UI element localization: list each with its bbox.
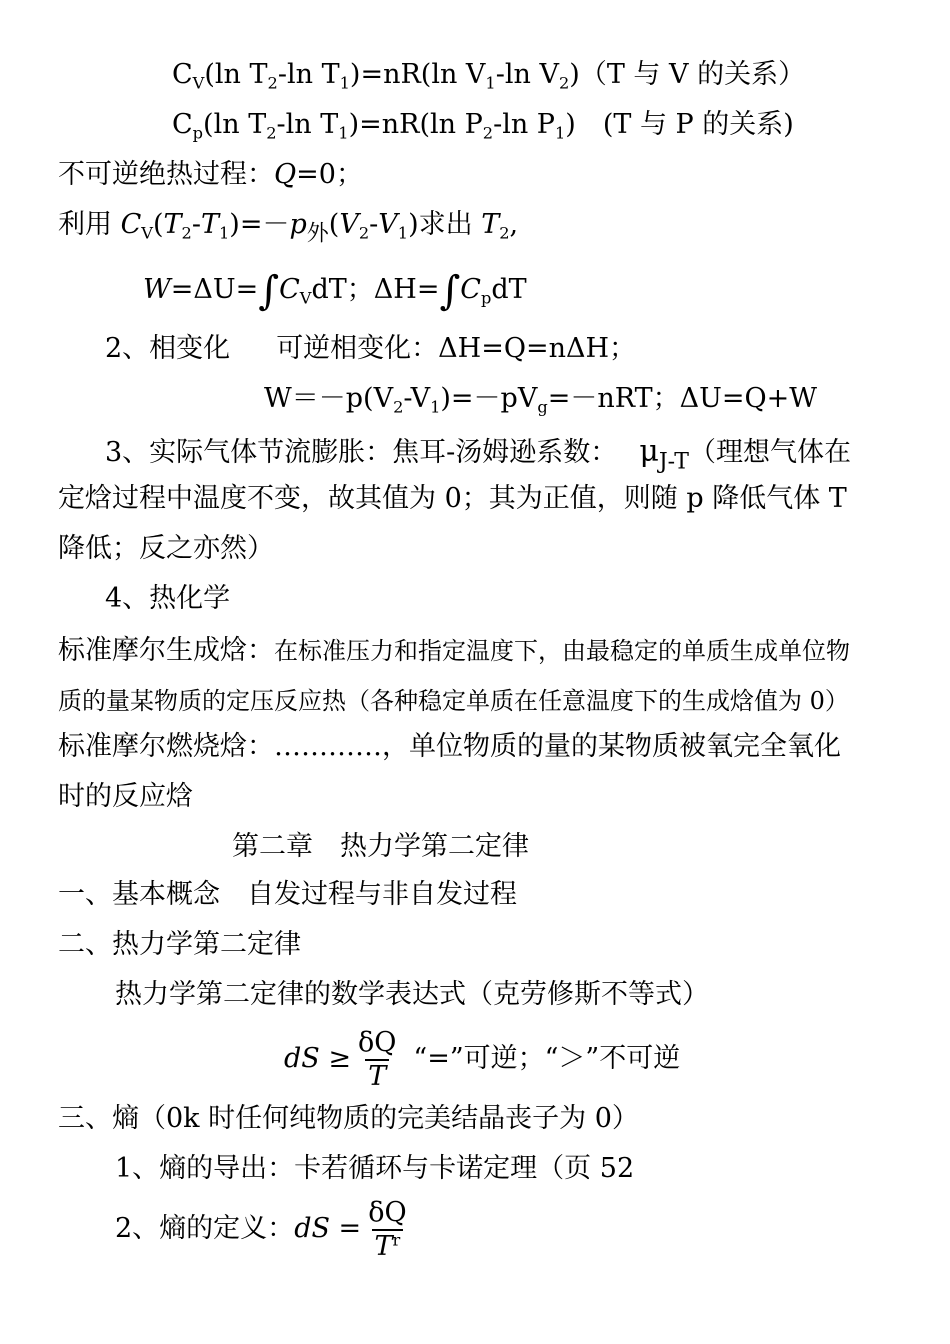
- fraction: $\frac{\delta Q}{T^r}$: [368, 1196, 407, 1262]
- standard-combustion-line-1: 标准摩尔燃烧焓：…………，单位物质的量的某物质被氧完全氧化: [58, 731, 841, 762]
- joule-thomson-line: 3、实际气体节流膨胀：焦耳-汤姆逊系数： $\mu_{J-T}$（理想气体在: [105, 434, 851, 475]
- section-2-heading: 二、热力学第二定律: [58, 929, 301, 960]
- work-internal-energy-formula: $W=\Delta U=\int C_VdT$；$\Delta H=\int C_pdT$: [143, 268, 527, 314]
- phase-change-work-formula: $W=-p(V_2-V_1)=-pV_g=-nRT$；ΔU=Q+W: [264, 383, 817, 417]
- joule-thomson-line-2: 定焓过程中温度不变，故其值为 0；其为正值，则随 p 降低气体 T: [58, 483, 847, 514]
- cv-temperature-volume-relation: $C_V(\ln$ $T_2-\ln$ $T_1)=nR(\ln$ $V_1-\ln$ $V_2)(T$ 与 V 的关系）: [172, 59, 806, 93]
- section-2-subheading: 热力学第二定律的数学表达式（克劳修斯不等式）: [115, 979, 709, 1010]
- integral-sign: ∫: [439, 268, 461, 314]
- clausius-inequality: dS ≥ $\frac{\delta Q}{T}$ “=”可逆；“＞”不可逆: [284, 1026, 681, 1092]
- thermochemistry-heading: 4、热化学: [105, 583, 231, 614]
- entropy-definition-line: 2、熵的定义：dS = $\frac{\delta Q}{T^r}$: [115, 1196, 414, 1263]
- integral-sign: ∫: [258, 268, 280, 314]
- cp-temperature-pressure-relation: $C_p(\ln$ $T_2-\ln$ $T_1)=nR(\ln$ $P_2-\ln$ $P_1$) (T 与 P 的关系): [172, 109, 794, 143]
- standard-formation-line-1: 标准摩尔生成焓：在标准压力和指定温度下，由最稳定的单质生成单位物: [58, 635, 850, 666]
- entropy-derivation-line: 1、熵的导出：卡若循环与卡诺定理（页 52: [115, 1153, 635, 1184]
- standard-combustion-line-2: 时的反应焓: [58, 781, 193, 812]
- phase-change-line: 2、相变化 可逆相变化：ΔH=Q=nΔH；: [105, 333, 637, 364]
- chapter-title: 第二章 热力学第二定律: [232, 831, 529, 862]
- fraction: $\frac{\delta Q}{T}$: [358, 1026, 397, 1092]
- standard-formation-line-2: 质的量某物质的定压反应热（各种稳定单质在任意温度下的生成焓值为 0）: [58, 687, 849, 715]
- joule-thomson-line-3: 降低；反之亦然）: [58, 533, 274, 564]
- section-1-heading: 一、基本概念 自发过程与非自发过程: [58, 879, 517, 910]
- section-3-heading: 三、熵（0k 时任何纯物质的完美结晶丧子为 0）: [58, 1103, 639, 1134]
- irreversible-adiabatic-line: 不可逆绝热过程：Q=0；: [58, 159, 363, 190]
- solve-t2-line: 利用 $C_V(T_2-T_1)=-p_外(V_2-V_1)$求出 $T_2$,: [58, 209, 519, 247]
